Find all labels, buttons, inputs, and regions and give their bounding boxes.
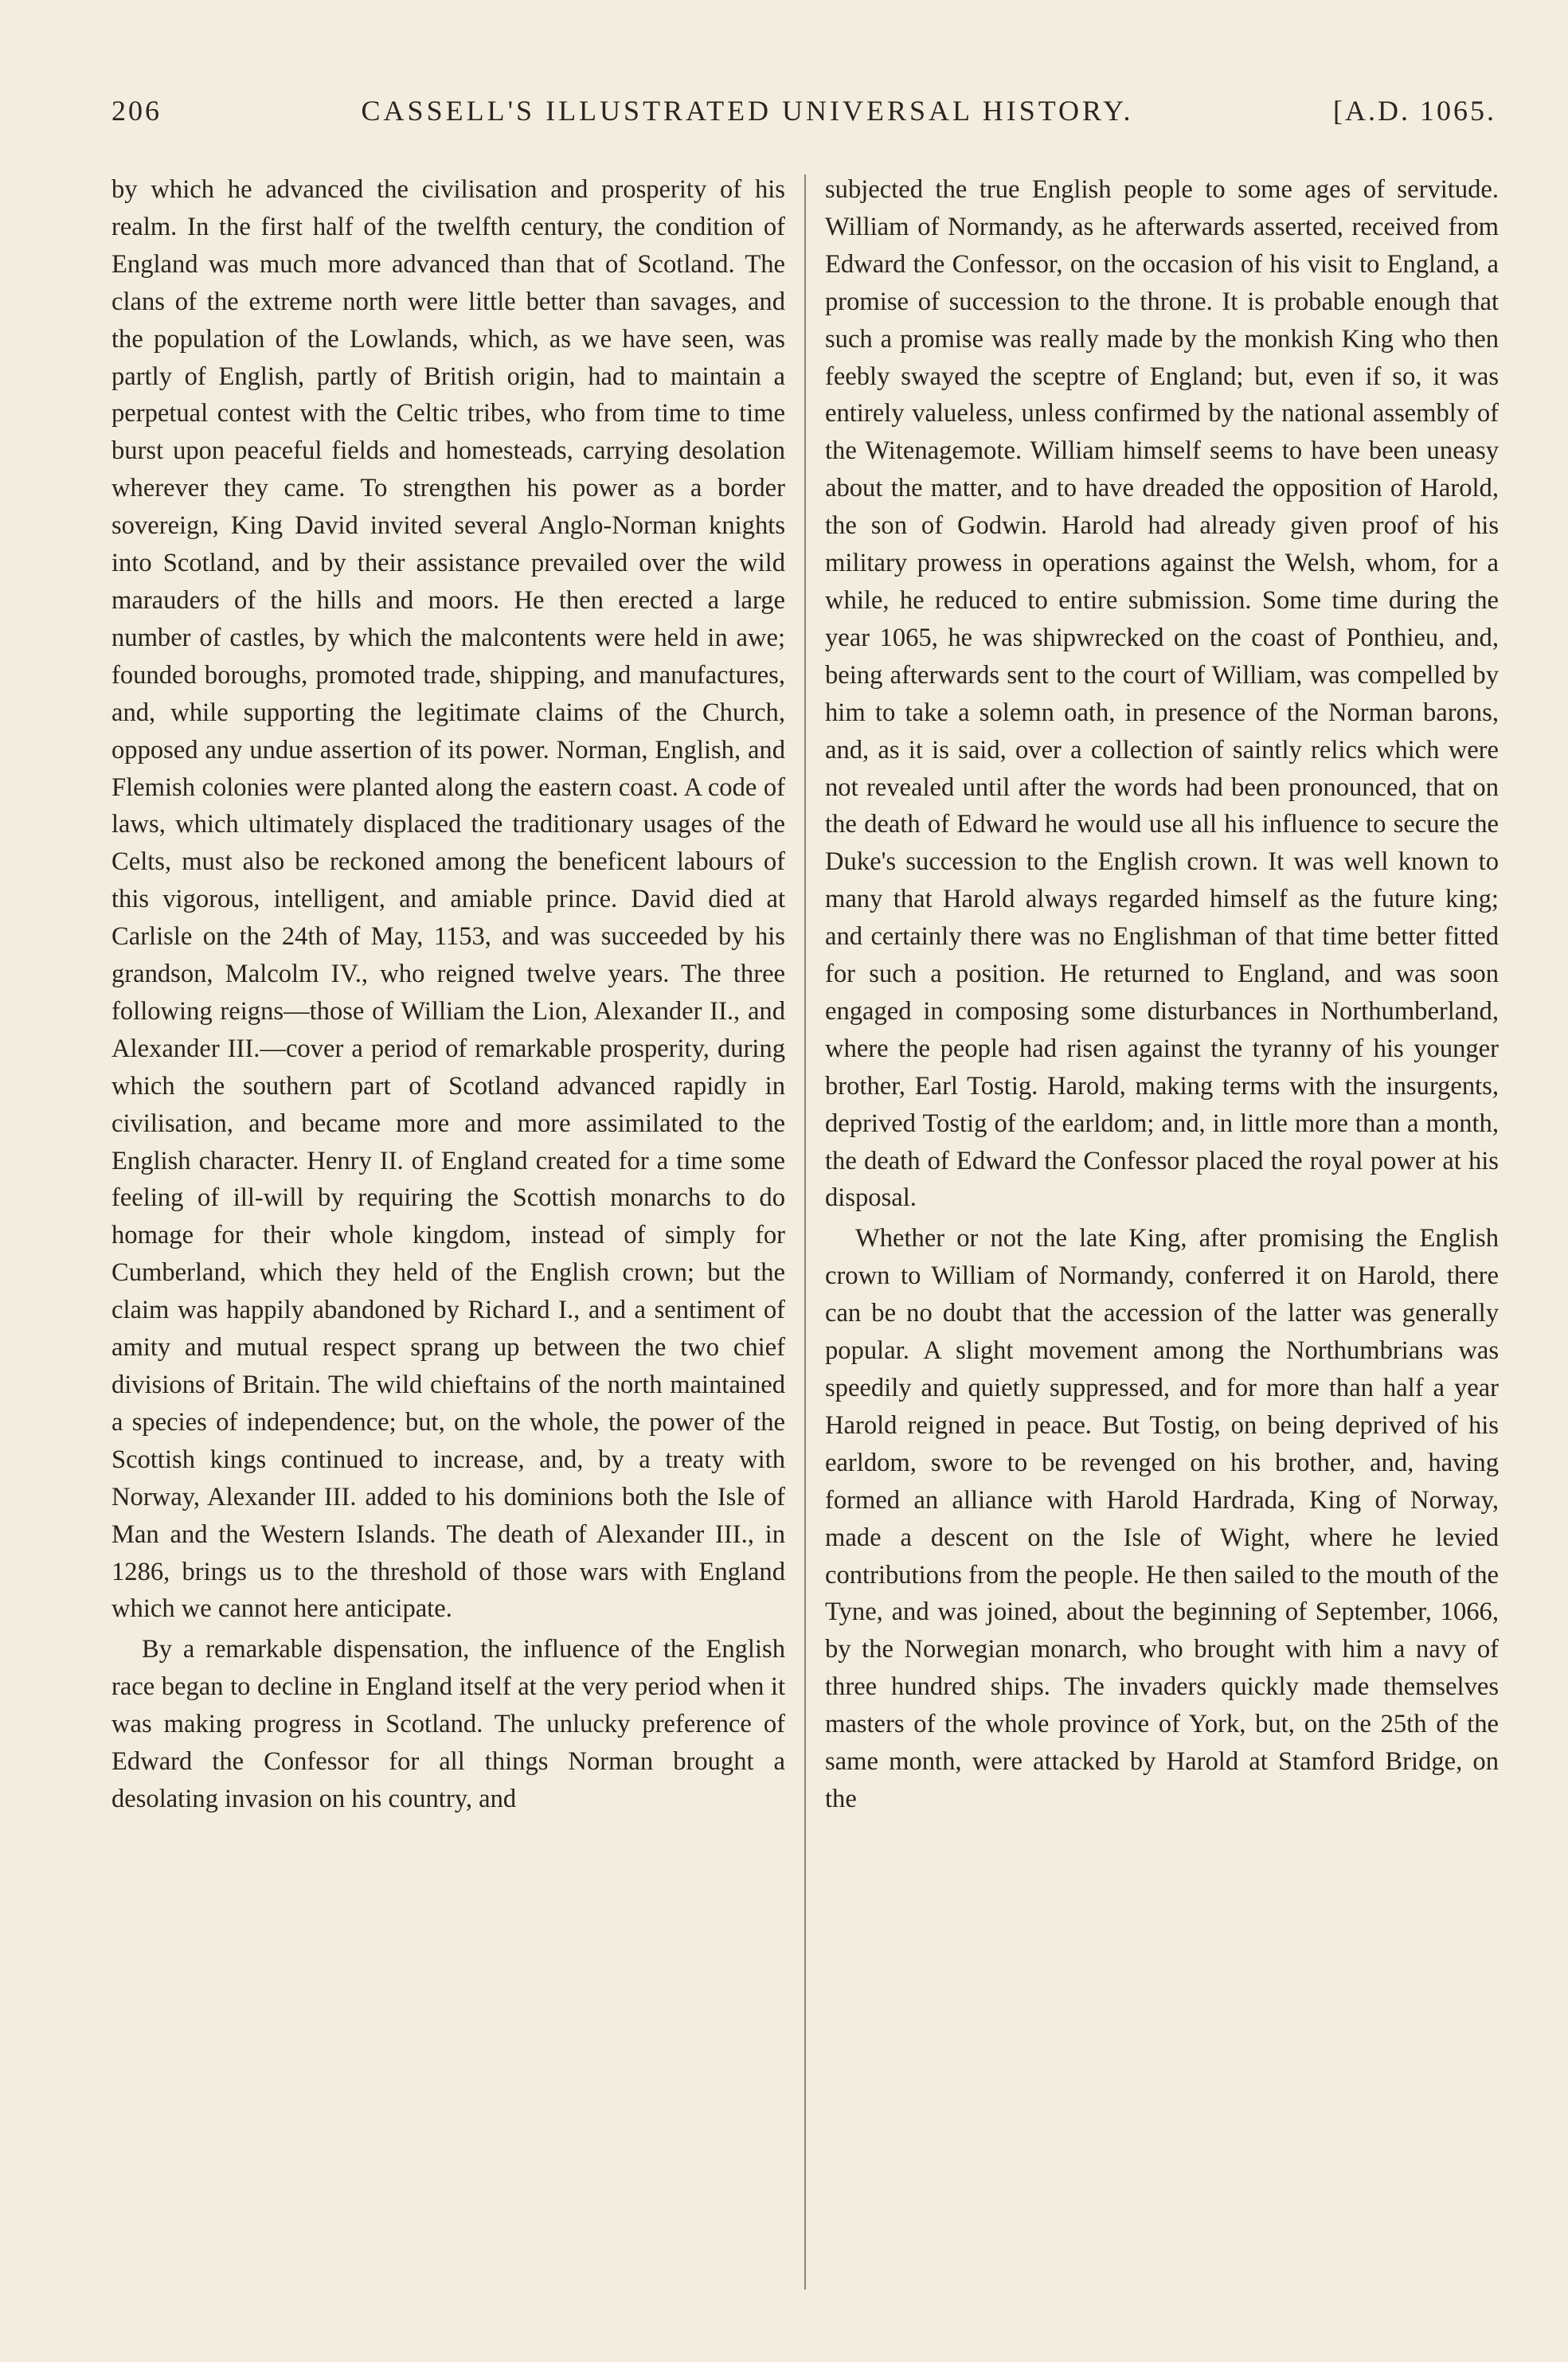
running-header: [111, 94, 1496, 142]
right-column: [825, 171, 1499, 2321]
left-column: [111, 171, 785, 2321]
right-paragraph-2: Whether or not the late King, after promising the English crown to William of Normandy, conferred it on Harold, there can be no doubt that the accession of the latter was generally popular. A slight movement among the Northumbrians was speedily and quietly suppressed, and for more than half a year Harold reigned in peace. But Tostig, on being deprived of his earldom, swore to be revenged on his brother, and, having formed an alliance with Harold Hardrada, King of Norway, made a descent on the Isle of Wight, where he levied contributions from the people. He then sailed to the mouth of the Tyne, and was joined, about the beginning of September, 1066, by the Norwegian monarch, who brought with him a navy of three hundred ships. The invaders quickly made themselves masters of the whole province of York, but, on the 25th of the same month, were attacked by Harold at Stamford Bridge, on the: [825, 1224, 1499, 1813]
header-date: [A.D. 1065.: [1333, 95, 1496, 127]
page-number: 206: [111, 95, 162, 127]
left-paragraph-2: By a remarkable dispensation, the influence of the English race began to decline in England itself at the very period when it was making progress in Scotland. The unlucky preference of Edward the Confessor for all things Norman brought a desolating invasion on his country, and: [111, 1635, 785, 1813]
column-divider: [804, 174, 806, 2290]
left-paragraph-1: by which he advanced the civilisation and prosperity of his realm. In the first half of the twelfth century, the condition of England was much more advanced than that of Scotland. The clans of the extreme north were little better than savages, and the population of the Lowlands, which, as we have seen, was partly of English, partly of British origin, had to maintain a perpetual contest with the Celtic tribes, who from time to time burst upon peaceful fields and homesteads, carrying desolation wherever they came. To strengthen his power as a border sovereign, King David invited several Anglo-Norman knights into Scotland, and by their assistance prevailed over the wild marauders of the hills and moors. He then erected a large number of castles, by which the malcontents were held in awe; founded boroughs, promoted trade, shipping, and manufactures, and, while supporting the legitimate claims of the Church, opposed any undue assertion of its power. Norman, English, and Flemish colonies were planted along the eastern coast. A code of laws, which ultimately displaced the traditionary usages of the Celts, must also be reckoned among the beneficent labours of this vigorous, intelligent, and amiable prince. David died at Carlisle on the 24th of May, 1153, and was succeeded by his grandson, Malcolm IV., who reigned twelve years. The three following reigns—those of William the Lion, Alexander II., and Alexander III.—cover a period of remarkable prosperity, during which the southern part of Scotland advanced rapidly in civilisation, and became more and more assimilated to the English character. Henry II. of England created for a time some feeling of ill-will by requiring the Scottish monarchs to do homage for their whole kingdom, instead of simply for Cumberland, which they held of the English crown; but the claim was happily abandoned by Richard I., and a sentiment of amity and mutual respect sprang up between the two chief divisions of Britain. The wild chieftains of the north maintained a species of independence; but, on the whole, the power of the Scottish kings continued to increase, and, by a treaty with Norway, Alexander III. added to his dominions both the Isle of Man and the Western Islands. The death of Alexander III., in 1286, brings us to the threshold of those wars with England which we cannot here anticipate.: [111, 175, 785, 1624]
text-columns: [111, 171, 1499, 2321]
running-title: CASSELL'S ILLUSTRATED UNIVERSAL HISTORY.: [361, 95, 1134, 127]
right-paragraph-1: subjected the true English people to some ages of servitude. William of Normandy, as he afterwards asserted, received from Edward the Confessor, on the occasion of his visit to England, a promise of succession to the throne. It is probable enough that such a promise was really made by the monkish King who then feebly swayed the sceptre of England; but, even if so, it was entirely valueless, unless confirmed by the national assembly of the Witenagemote. William himself seems to have been uneasy about the matter, and to have dreaded the opposition of Harold, the son of Godwin. Harold had already given proof of his military prowess in operations against the Welsh, whom, for a while, he reduced to entire submission. Some time during the year 1065, he was shipwrecked on the coast of Ponthieu, and, being afterwards sent to the court of William, was compelled by him to take a solemn oath, in presence of the Norman barons, and, as it is said, over a collection of saintly relics which were not revealed until after the words had been pronounced, that on the death of Edward he would use all his influence to secure the Duke's succession to the English crown. It was well known to many that Harold always regarded himself as the future king; and certainly there was no Englishman of that time better fitted for such a position. He returned to England, and was soon engaged in composing some disturbances in Northumberland, where the people had risen against the tyranny of his younger brother, Earl Tostig. Harold, making terms with the insurgents, deprived Tostig of the earldom; and, in little more than a month, the death of Edward the Confessor placed the royal power at his disposal.: [825, 175, 1499, 1213]
